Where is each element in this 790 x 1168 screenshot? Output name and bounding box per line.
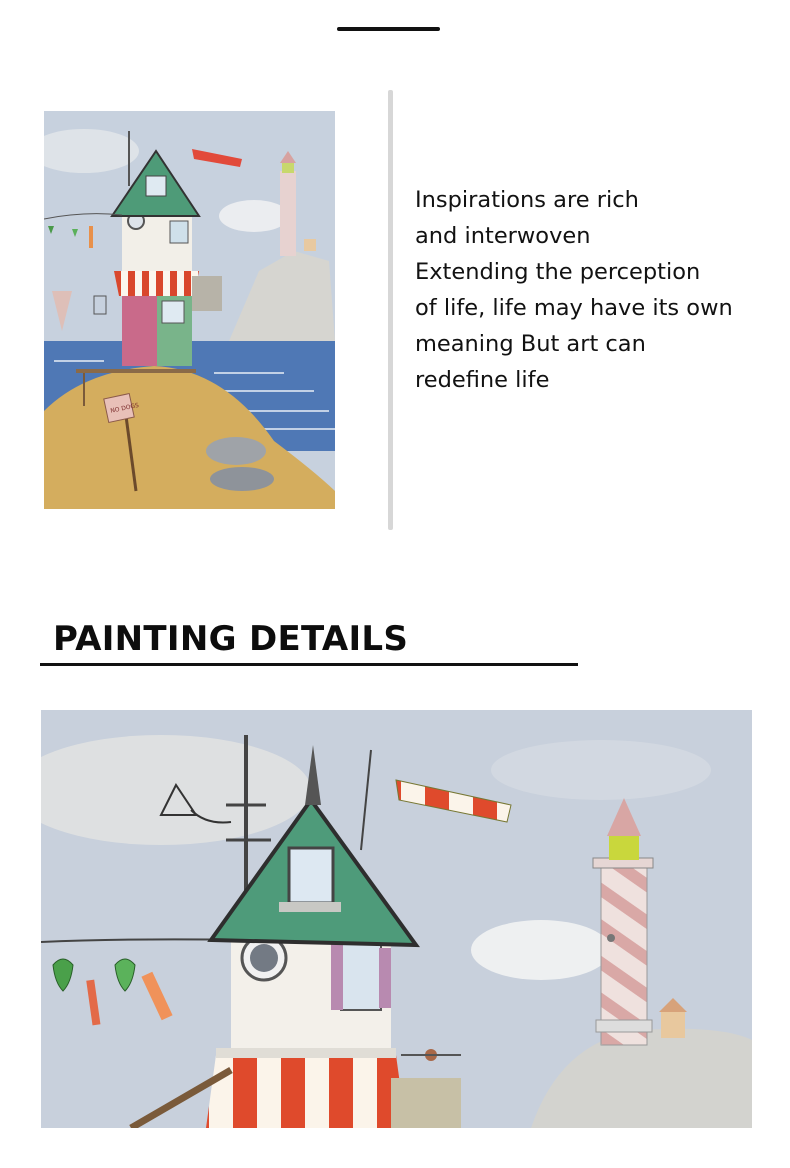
section-title: PAINTING DETAILS <box>53 619 409 659</box>
painting-thumbnail <box>44 111 335 509</box>
vertical-divider <box>388 90 393 530</box>
quote-line: and interwoven <box>415 223 591 249</box>
quote-line: meaning But art can <box>415 331 646 357</box>
quote-line: Inspirations are rich <box>415 187 639 213</box>
painting-detail-crop <box>41 710 752 1128</box>
quote-line: redefine life <box>415 367 550 393</box>
quote-line: of life, life may have its own <box>415 295 733 321</box>
sign-text: NO DOGS <box>109 401 140 415</box>
section-title-underline <box>40 663 578 666</box>
top-divider-bar <box>337 27 440 31</box>
quote-line: Extending the perception <box>415 259 701 285</box>
inspiration-quote <box>415 182 775 398</box>
